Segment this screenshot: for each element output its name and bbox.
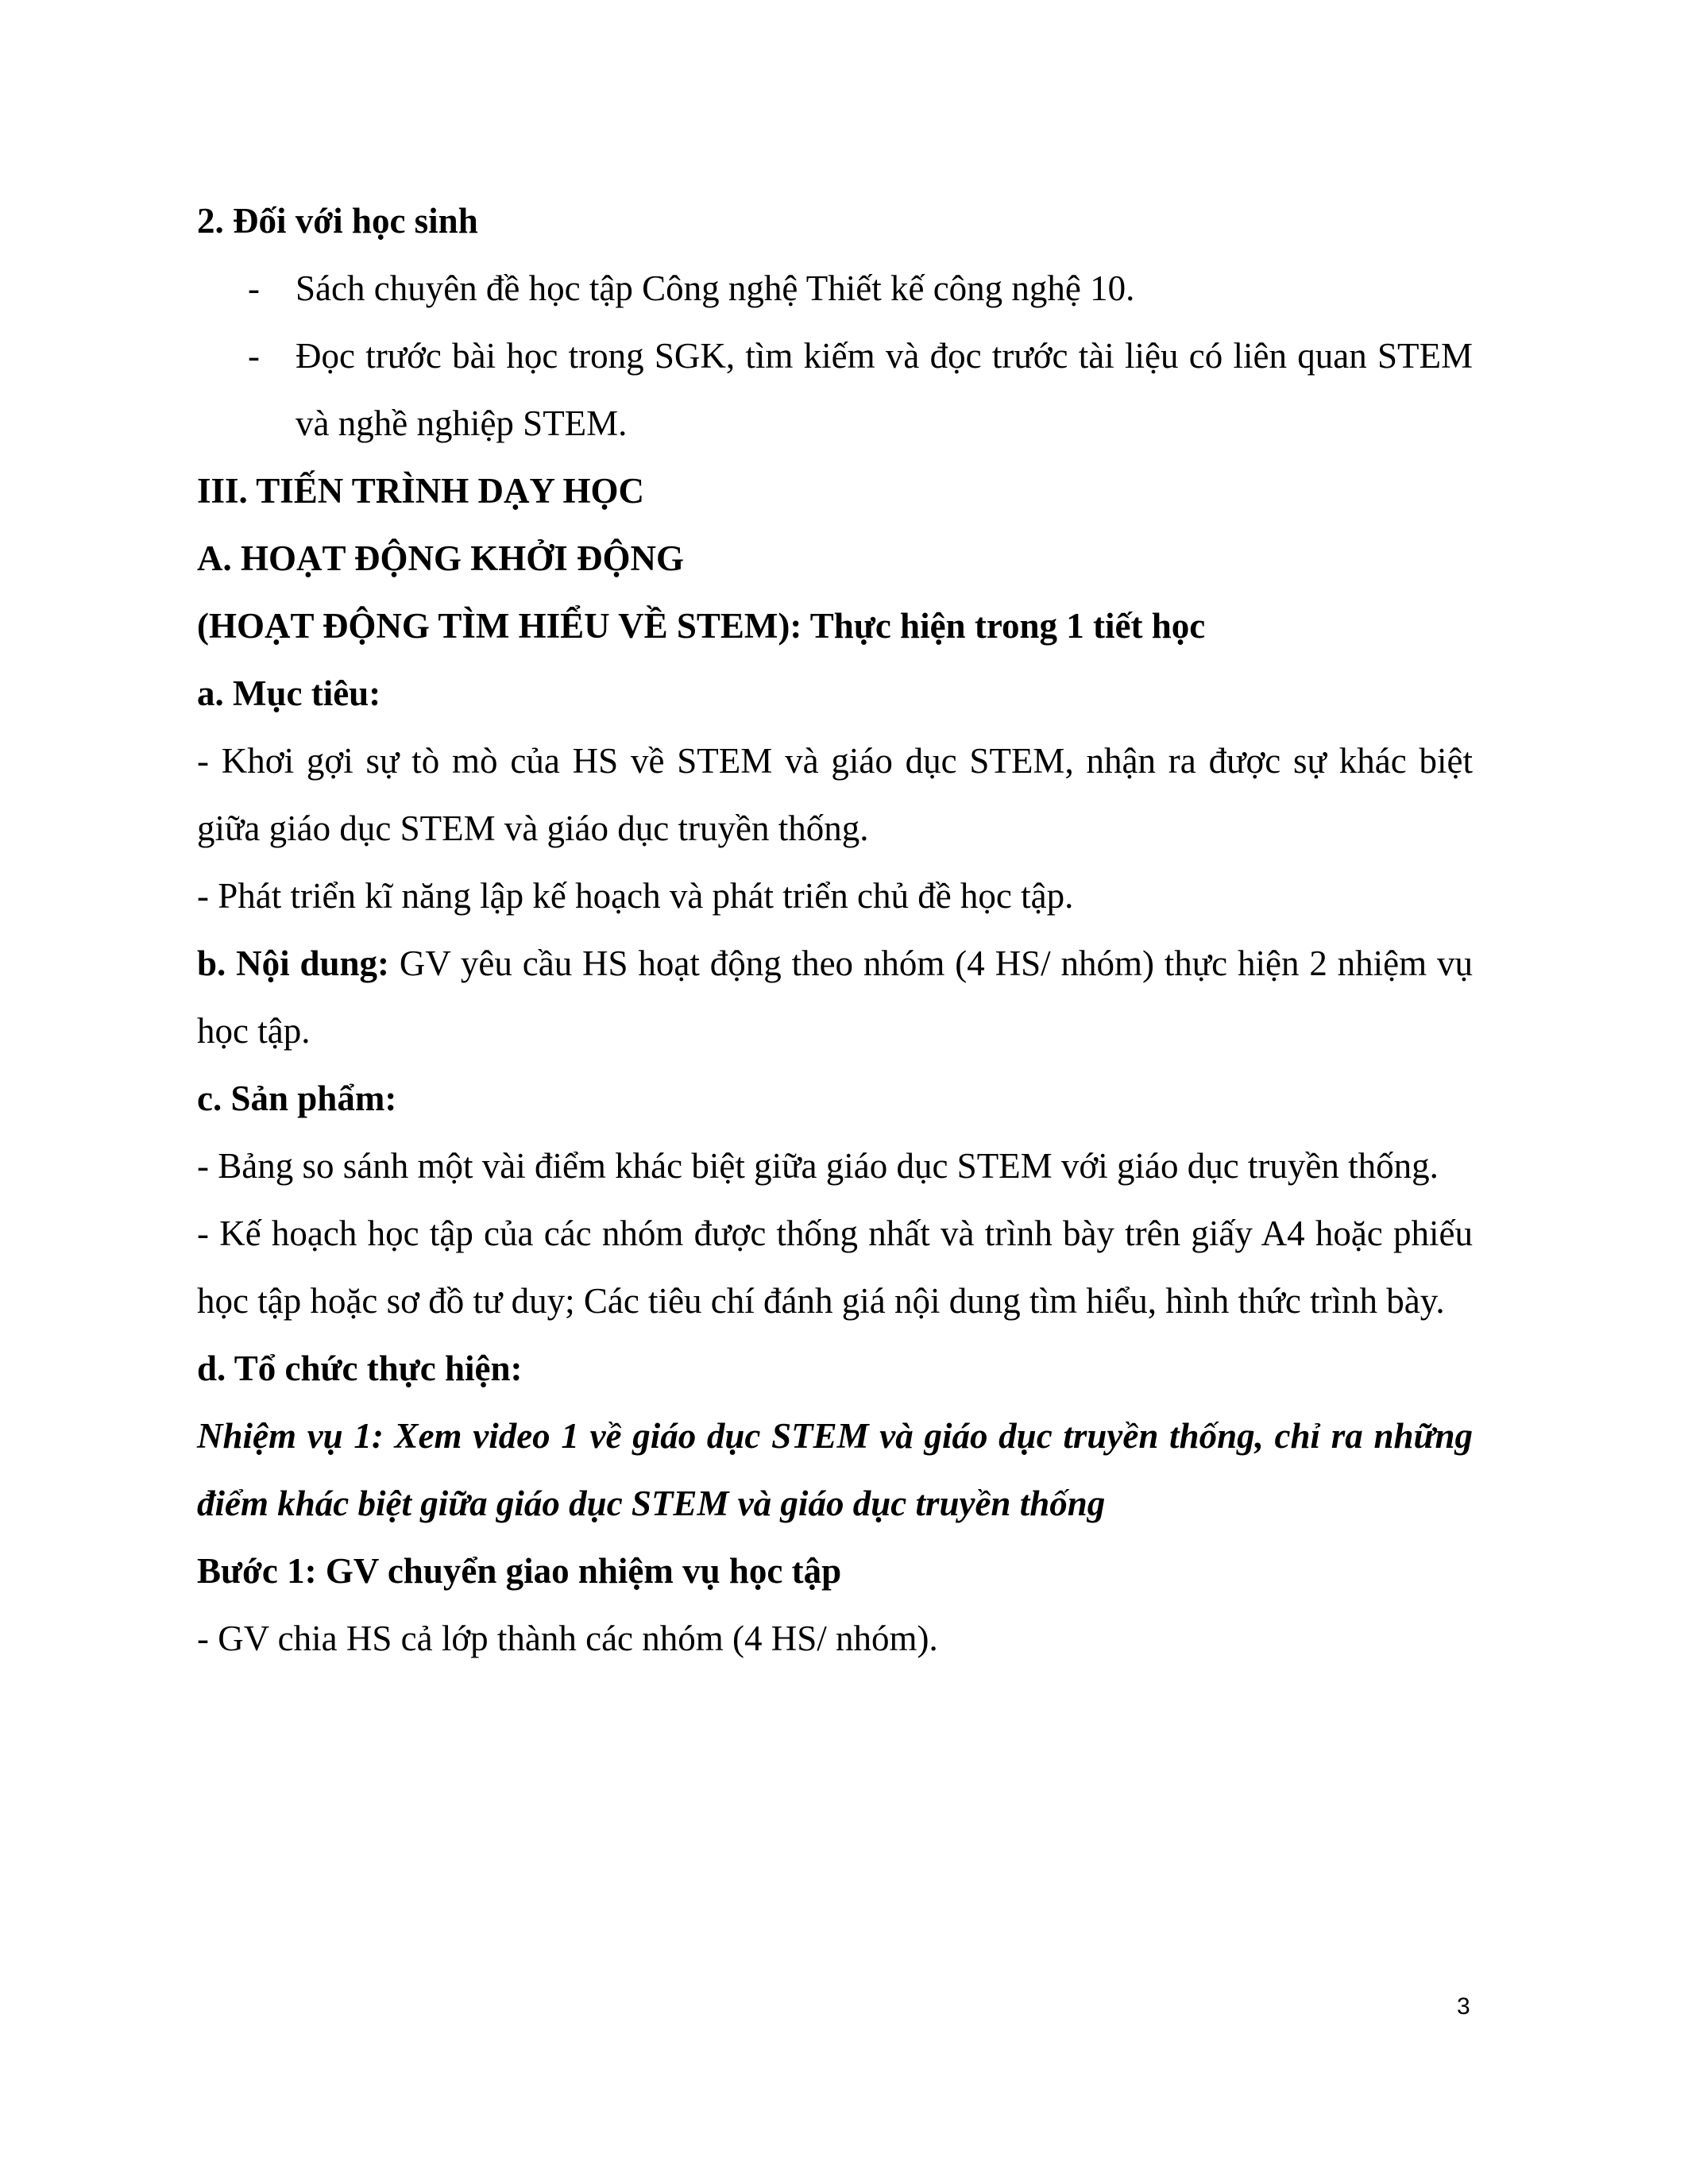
objective-item: - Khơi gợi sự tò mò của HS về STEM và giáo dục STEM, nhận ra được sự khác biệt giữa giáo dục STEM và giáo dục truyền thống. — [197, 741, 1473, 848]
activity-title: (HOẠT ĐỘNG TÌM HIỂU VỀ STEM): Thực hiện trong 1 tiết học — [197, 606, 1206, 646]
content-paragraph — [197, 930, 1473, 1065]
objectives-label: a. Mục tiêu: — [197, 673, 381, 713]
objective-item: - Phát triển kĩ năng lập kế hoạch và phát triển chủ đề học tập. — [197, 876, 1074, 916]
product-item: - Bảng so sánh một vài điểm khác biệt giữa giáo dục STEM với giáo dục truyền thống. — [197, 1146, 1439, 1186]
section-a-heading: A. HOẠT ĐỘNG KHỞI ĐỘNG — [197, 538, 684, 578]
heading-students: 2. Đối với học sinh — [197, 201, 478, 241]
list-item — [197, 255, 1473, 322]
product-item: - Kế hoạch học tập của các nhóm được thống nhất và trình bày trên giấy A4 hoặc phiếu học tập hoặc sơ đồ tư duy; Các tiêu chí đánh giá nội dung tìm hiểu, hình thức trình bày. — [197, 1214, 1473, 1321]
section-iii-heading: III. TIẾN TRÌNH DẠY HỌC — [197, 471, 645, 511]
content-label: b. Nội dung: — [197, 943, 390, 983]
product-label: c. Sản phẩm: — [197, 1078, 397, 1118]
page-number: 3 — [1457, 1993, 1470, 2020]
bullet-text: Sách chuyên đề học tập Công nghệ Thiết kế công nghệ 10. — [295, 268, 1135, 308]
bullet-text: Đọc trước bài học trong SGK, tìm kiếm và đọc trước tài liệu có liên quan STEM và nghề nghiệp STEM. — [295, 336, 1473, 443]
step-1-heading: Bước 1: GV chuyển giao nhiệm vụ học tập — [197, 1551, 842, 1591]
bullet-dash: - — [248, 268, 260, 308]
organization-label: d. Tổ chức thực hiện: — [197, 1349, 523, 1388]
document-body — [197, 187, 1473, 1673]
task-1-heading: Nhiệm vụ 1: Xem video 1 về giáo dục STEM và giáo dục truyền thống, chỉ ra những điểm khác biệt giữa giáo dục STEM và giáo dục truyền thống — [197, 1416, 1473, 1523]
content-text: GV yêu cầu HS hoạt động theo nhóm (4 HS/ nhóm) thực hiện 2 nhiệm vụ học tập. — [197, 943, 1474, 1051]
bullet-dash: - — [248, 336, 260, 376]
step-1-item: - GV chia HS cả lớp thành các nhóm (4 HS/ nhóm). — [197, 1619, 938, 1658]
list-item — [197, 322, 1473, 457]
